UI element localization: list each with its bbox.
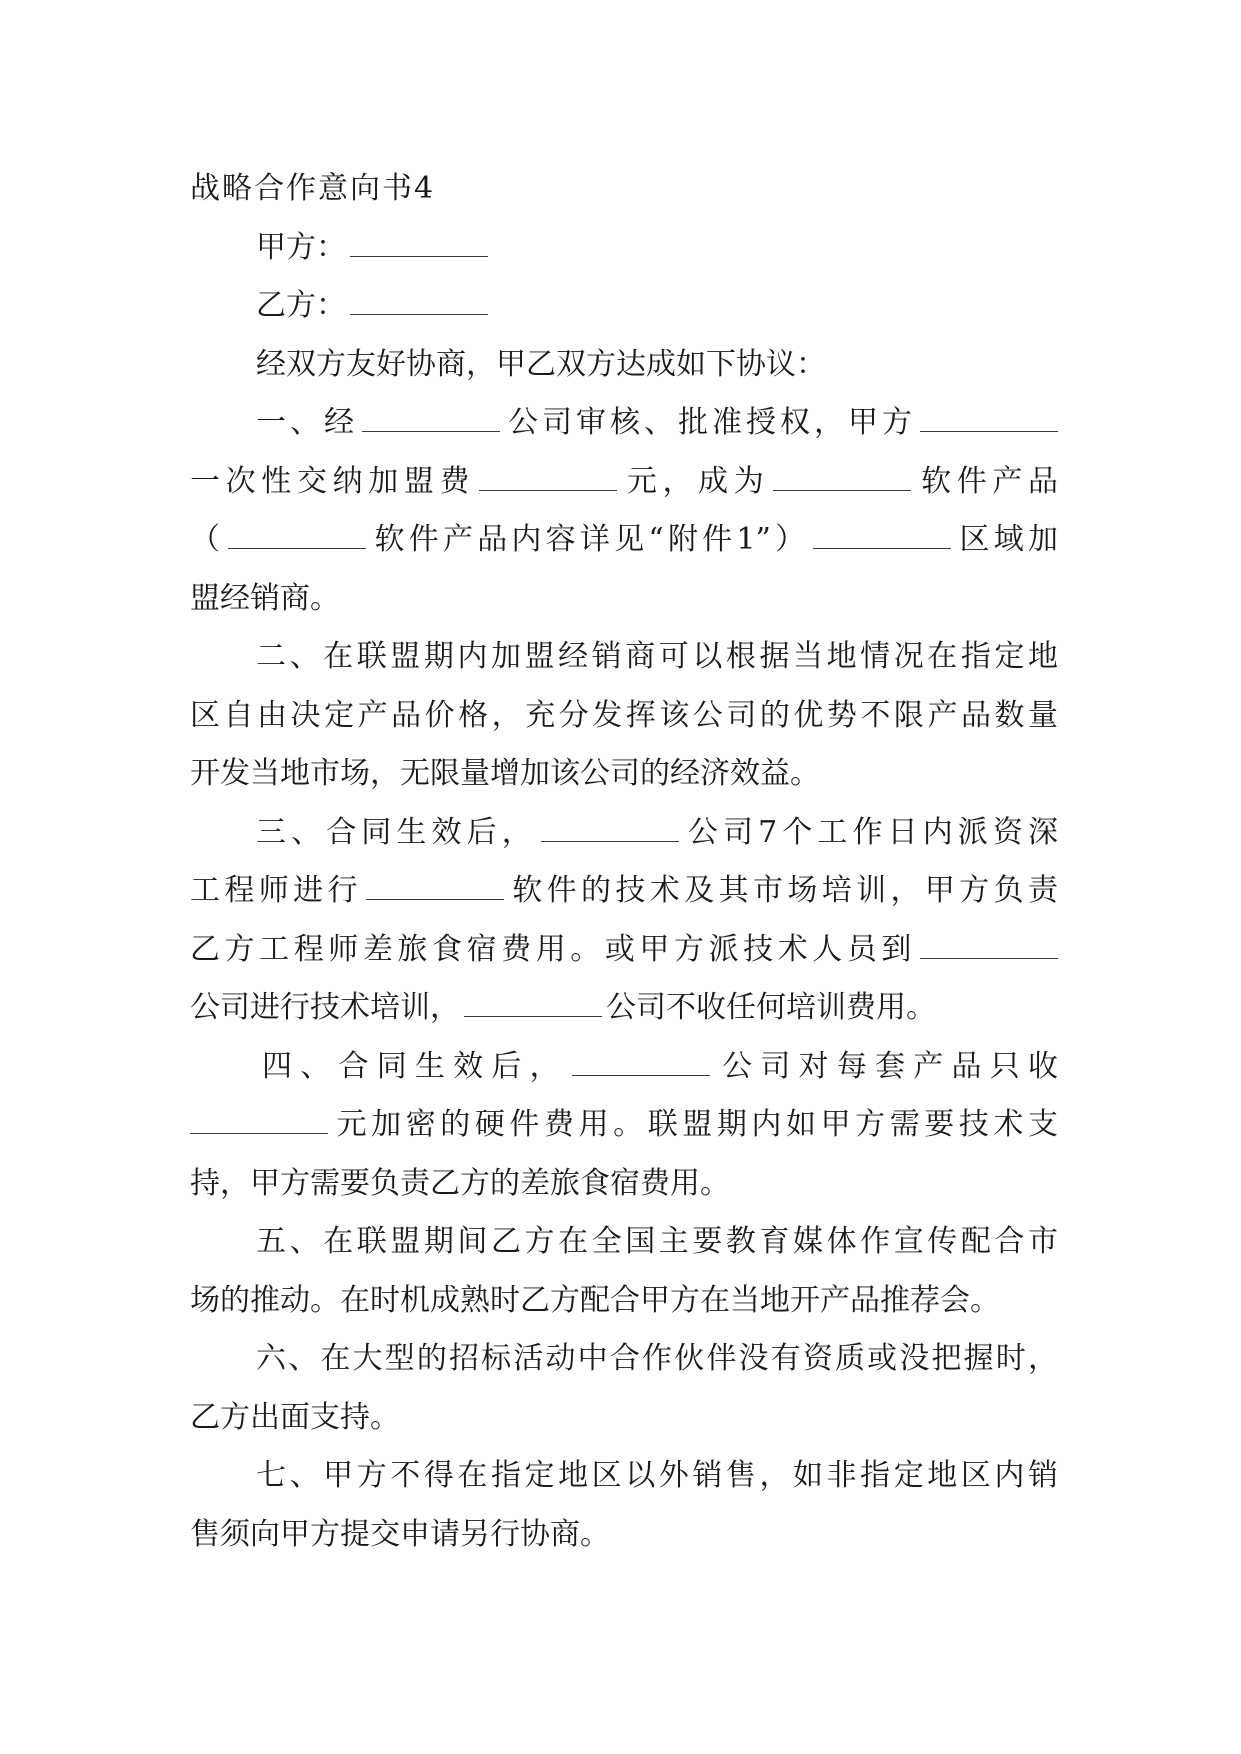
clause-4-line-1 — [190, 1038, 1058, 1097]
fill-blank — [920, 430, 1058, 432]
clause-text: 一、经 — [256, 405, 358, 440]
clause-2-line-1: 二、在联盟期内加盟经销商可以根据当地情况在指定地 — [256, 639, 1058, 674]
clause-1-line-2 — [190, 453, 1058, 512]
clause-text: 软件产品 — [915, 463, 1059, 499]
clause-3-line-4 — [190, 979, 1058, 1038]
clause-text: 元加密的硬件费用。联盟期内如甲方需要技术支 — [332, 1107, 1058, 1142]
clause-text: 元，成为 — [621, 463, 770, 499]
clause-4-line-3: 持，甲方需要负责乙方的差旅食宿费用。 — [190, 1165, 730, 1201]
fill-blank — [572, 1074, 710, 1076]
document-title: 战略合作意向书4 — [190, 171, 436, 206]
fill-blank — [920, 957, 1058, 959]
clause-text: 四、合同生效后， — [262, 1048, 568, 1084]
clause-3-line-1 — [190, 804, 1058, 863]
clause-2-line-3: 开发当地市场，无限量增加该公司的经济效益。 — [190, 756, 820, 791]
fill-blank — [541, 840, 679, 842]
clause-6-line-1: 六、在大型的招标活动中合作伙伴没有资质或没把握时， — [256, 1341, 1058, 1376]
clause-text: 乙方工程师差旅食宿费用。或甲方派技术人员到 — [190, 931, 916, 967]
fill-blank — [479, 489, 617, 491]
party-b-label: 乙方： — [256, 288, 346, 323]
clause-text: （ — [190, 522, 225, 557]
agreement-document — [190, 160, 1058, 1564]
clause-1-line-3 — [190, 511, 1058, 570]
fill-blank — [190, 1132, 328, 1134]
fill-blank — [773, 489, 911, 491]
fill-blank — [813, 547, 951, 549]
clause-text: 软件产品内容详见“附件1”） — [370, 522, 810, 557]
clause-text: 一次性交纳加盟费 — [190, 463, 476, 499]
clause-text: 软件的技术及其市场培训，甲方负责 — [507, 873, 1059, 908]
party-a-label: 甲方： — [256, 229, 346, 265]
party-b-line — [190, 277, 1058, 336]
intro-line: 经双方友好协商，甲乙双方达成如下协议： — [256, 346, 826, 382]
clause-5-line-2: 场的推动。在时机成熟时乙方配合甲方在当地开产品推荐会。 — [190, 1282, 1000, 1318]
clause-text: 公司进行技术培训， — [190, 990, 460, 1025]
party-a-line — [190, 219, 1058, 278]
fill-blank — [228, 547, 366, 549]
clause-5-line-1: 五、在联盟期间乙方在全国主要教育媒体作宣传配合市 — [256, 1224, 1058, 1259]
party-a-blank — [350, 255, 488, 257]
clause-1-line-4: 盟经销商。 — [190, 580, 340, 616]
fill-blank — [366, 898, 504, 900]
clause-text: 工程师进行 — [190, 873, 362, 908]
clause-3-line-2 — [190, 862, 1058, 921]
clause-6-line-2: 乙方出面支持。 — [190, 1399, 400, 1435]
party-b-blank — [350, 313, 488, 315]
clause-2-line-2: 区自由决定产品价格，充分发挥该公司的优势不限产品数量 — [190, 697, 1058, 733]
clause-text: 区域加 — [955, 522, 1059, 557]
clause-4-line-2 — [190, 1096, 1058, 1155]
clause-text: 公司不收任何培训费用。 — [606, 990, 936, 1025]
clause-text: 公司7个工作日内派资深 — [682, 814, 1059, 850]
clause-text: 公司审核、批准授权，甲方 — [504, 405, 916, 440]
clause-7-line-1: 七、甲方不得在指定地区以外销售，如非指定地区内销 — [256, 1458, 1058, 1493]
clause-3-line-3 — [190, 921, 1058, 980]
clause-text: 三、合同生效后， — [256, 814, 537, 850]
fill-blank — [464, 1015, 602, 1017]
clause-1-line-1 — [190, 394, 1058, 453]
fill-blank — [362, 430, 500, 432]
clause-7-line-2: 售须向甲方提交申请另行协商。 — [190, 1516, 610, 1552]
clause-text: 公司对每套产品只收 — [713, 1048, 1059, 1084]
